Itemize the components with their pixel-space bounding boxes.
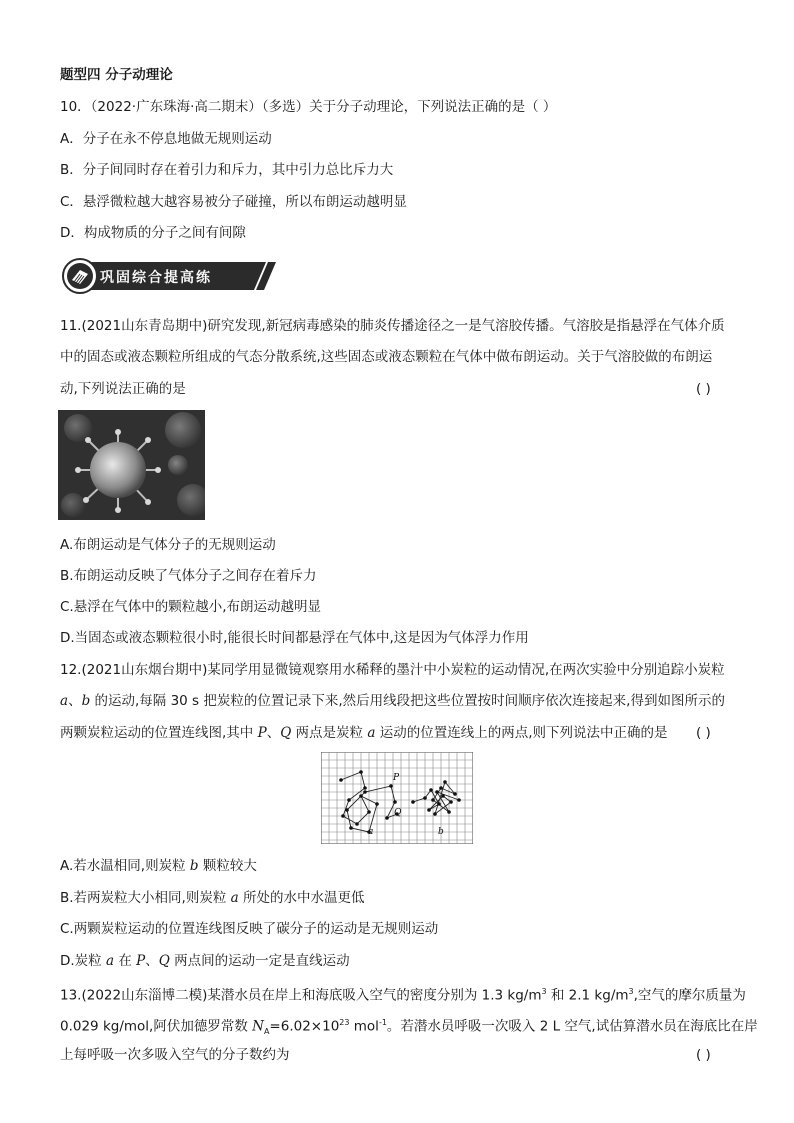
superscript: 3	[628, 987, 634, 996]
sep: 、	[68, 693, 82, 709]
var-a: a	[60, 693, 69, 709]
q10-option-c: C．悬浮微粒越大越容易被分子碰撞，所以布朗运动越明显	[60, 194, 407, 210]
text: A.若水温相同,则炭粒	[60, 858, 190, 874]
text: 所处的水中水温更低	[238, 890, 365, 906]
text: 。若潜水员呼吸一次吸入 2 L 空气,试估算潜水员在海底比在岸	[386, 1018, 758, 1035]
virus-image	[58, 410, 205, 520]
text: B.若两炭粒大小相同,则炭粒	[60, 890, 231, 906]
superscript: 23	[339, 1018, 350, 1027]
label-b: b	[438, 827, 444, 837]
text: 0.029 kg/mol,阿伏加德罗常数	[60, 1018, 253, 1035]
q12-option-b	[60, 889, 365, 907]
var-a: a	[367, 725, 376, 741]
var-n: N	[252, 1018, 264, 1035]
text: =6.02×10	[269, 1018, 340, 1035]
q12-option-d	[60, 952, 350, 970]
q12-stem-line2	[60, 692, 725, 710]
q12-option-a	[60, 857, 257, 875]
q11-stem-line1: 11.(2021山东青岛期中)研究发现,新冠病毒感染的肺炎传播途径之一是气溶胶传播。气溶胶是指悬浮在气体介质	[60, 318, 725, 334]
text: 13.(2022山东淄博二模)某潜水员在岸上和海底吸入空气的密度分别为 1.3 kg/m	[60, 987, 542, 1004]
text: 的运动,每隔 30 s 把炭粒的位置记录下来,然后用线段把这些位置按时间顺序依次连接起来,得到如图所示的	[90, 693, 725, 709]
q10-option-a: A．分子在永不停息地做无规则运动	[60, 131, 272, 147]
q10-option-d: D．构成物质的分子之间有间隙	[60, 225, 246, 241]
var-q: Q	[158, 953, 170, 969]
text: 和 2.1 kg/m	[546, 987, 629, 1004]
text: 在	[114, 953, 137, 969]
superscript: 3	[541, 987, 547, 996]
q11-option-d: D.当固态或液态颗粒很小时,能很长时间都悬浮在气体中,这是因为气体浮力作用	[60, 630, 529, 646]
var-b: b	[81, 693, 91, 709]
q12-stem-line1: 12.(2021山东烟台期中)某同学用显微镜观察用水稀释的墨汁中小炭粒的运动情况,在两次实验中分别追踪小炭粒	[60, 662, 725, 678]
q13-stem-line2	[60, 1014, 758, 1041]
text: mol	[349, 1018, 379, 1035]
var-q: Q	[280, 725, 292, 741]
q12-option-c: C.两颗炭粒运动的位置连线图反映了碳分子的运动是无规则运动	[60, 921, 439, 937]
label-q: Q	[394, 808, 402, 818]
sep: 、	[266, 725, 281, 741]
question-10-stem: 10．（2022·广东珠海·高二期末）（多选）关于分子动理论，下列说法正确的是（ ）	[60, 99, 557, 115]
text: 颗粒较大	[198, 858, 257, 874]
var-b: b	[189, 858, 199, 874]
banner-title: 巩固综合提高练	[100, 270, 212, 286]
q12-answer-paren: ( )	[696, 725, 711, 741]
q11-stem-line2: 中的固态或液态颗粒所组成的气态分散系统,这些固态或液态颗粒在气体中做布朗运动。关于气溶胶做的布朗运	[60, 349, 713, 365]
section-title: 题型四 分子动理论	[60, 67, 173, 83]
text: 两点是炭粒	[291, 725, 368, 741]
text: 运动的位置连线上的两点,则下列说法中正确的是	[375, 725, 668, 741]
text: ,空气的摩尔质量为	[633, 987, 746, 1004]
q11-option-a: A.布朗运动是气体分子的无规则运动	[60, 537, 276, 553]
var-p: P	[136, 953, 146, 969]
q11-option-c: C.悬浮在气体中的颗粒越小,布朗运动越明显	[60, 599, 322, 615]
label-a: a	[368, 827, 374, 837]
text: 两颗炭粒运动的位置连线图,其中	[60, 725, 258, 741]
q10-option-b: B．分子间同时存在着引力和斥力，其中引力总比斥力大	[60, 162, 394, 178]
sep: 、	[145, 953, 159, 969]
q13-stem-line1	[60, 983, 746, 1005]
text: 两点间的运动一定是直线运动	[169, 953, 350, 969]
label-p: P	[393, 773, 400, 783]
var-p: P	[257, 725, 267, 741]
q11-option-b: B.布朗运动反映了气体分子之间存在着斥力	[60, 568, 317, 584]
var-a: a	[105, 953, 115, 969]
q11-answer-paren: ( )	[696, 381, 711, 397]
q11-stem-line3: 动,下列说法正确的是	[60, 381, 186, 397]
var-a: a	[230, 890, 239, 906]
q12-stem-line3	[60, 724, 668, 742]
superscript: -1	[378, 1018, 387, 1027]
q13-answer-paren: ( )	[696, 1047, 711, 1063]
subscript: A	[263, 1027, 270, 1037]
text: D.炭粒	[60, 953, 106, 969]
q13-stem-line3: 上每呼吸一次多吸入空气的分子数约为	[60, 1047, 290, 1063]
particle-trace-figure	[321, 752, 473, 844]
